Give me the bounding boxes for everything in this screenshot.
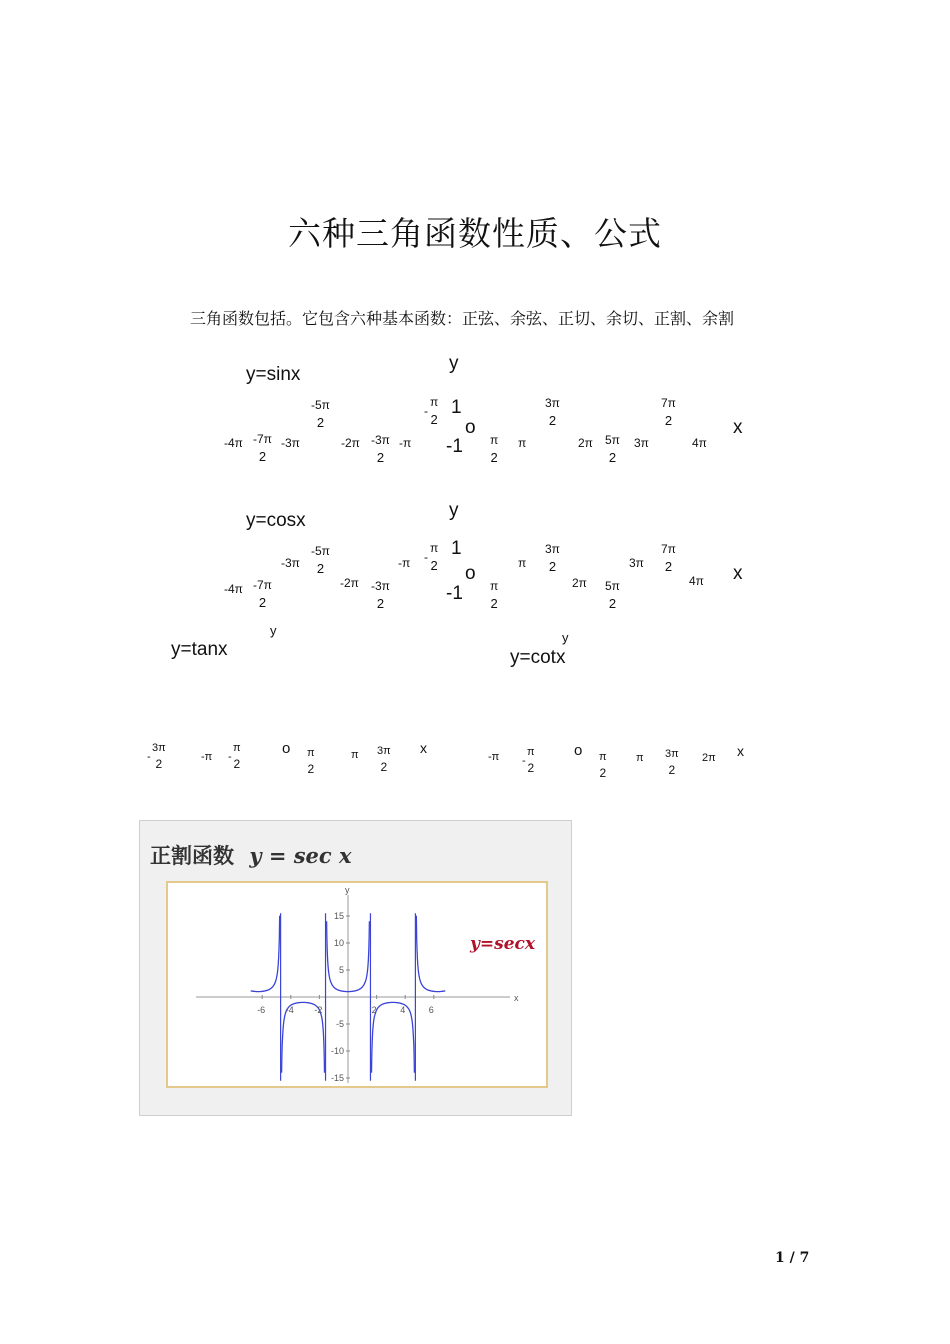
- sin-tick-pi: π: [518, 436, 527, 450]
- sec-plot-svg: [168, 883, 546, 1086]
- tan-origin-label: o: [282, 740, 291, 757]
- sin-frac-5pi-2: 5π 2: [605, 433, 620, 465]
- cos-tick-m4pi: -4π: [224, 582, 243, 596]
- sin-neg-one-label: -1: [446, 436, 463, 457]
- sin-frac-neg-sign: -: [424, 404, 428, 418]
- sin-frac-pi-2: π 2: [490, 433, 499, 465]
- cos-tick-3pi: 3π: [629, 556, 644, 570]
- cos-origin-label: o: [465, 563, 476, 584]
- sin-tick-2pi: 2π: [578, 436, 593, 450]
- sin-tick-m3pi: -3π: [281, 436, 300, 450]
- sec-x-tick-label: -4: [285, 1005, 294, 1015]
- sec-curve-label: y=secx: [470, 934, 535, 954]
- sin-x-axis-label: x: [733, 417, 743, 438]
- tan-tick-mpi: -π: [201, 751, 213, 763]
- sec-x-label: x: [514, 993, 519, 1003]
- cot-x-axis-label: x: [737, 743, 744, 759]
- cot-function-label: y=cotx: [510, 647, 566, 668]
- sin-frac-m5pi-2: -5π 2: [311, 398, 330, 430]
- page-number: 1 / 7: [775, 1250, 810, 1266]
- cos-frac-m7pi-2: -7π 2: [253, 578, 272, 610]
- sin-frac-m7pi-2: -7π 2: [253, 432, 272, 464]
- sec-y-tick-label: 5: [338, 965, 344, 975]
- cos-one-label: 1: [451, 538, 462, 559]
- sec-title-formula: y = sec x: [249, 843, 352, 868]
- sec-x-tick-label: 4: [400, 1005, 406, 1015]
- intro-paragraph: 三角函数包括。它包含六种基本函数：正弦、余弦、正切、余切、正割、余割: [190, 309, 735, 328]
- cot-tick-mpi: -π: [488, 751, 500, 763]
- tan-frac-3pi-2: 3π 2: [377, 745, 391, 774]
- tan-frac-neg-sign-2: -: [228, 751, 232, 763]
- cos-frac-7pi-2: 7π 2: [661, 542, 676, 574]
- cos-frac-3pi-2: 3π 2: [545, 542, 560, 574]
- sec-axes: [196, 895, 510, 1083]
- sec-y-tick-label: 15: [333, 911, 344, 921]
- sin-frac-7pi-2: 7π 2: [661, 396, 676, 428]
- cos-frac-m5pi-2: -5π 2: [311, 544, 330, 576]
- sec-title-chinese: 正割函数: [150, 843, 234, 868]
- page-title: 六种三角函数性质、公式: [288, 214, 662, 253]
- sin-y-axis-label: y: [449, 353, 459, 374]
- sec-y-tick-label: -5: [335, 1019, 344, 1029]
- cos-tick-pi: π: [518, 556, 527, 570]
- sec-y-label: y: [345, 885, 350, 895]
- sin-frac-mpi-2: π 2: [430, 395, 439, 427]
- cot-tick-2pi: 2π: [702, 752, 716, 764]
- cos-tick-mpi: -π: [398, 556, 411, 570]
- cos-tick-4pi: 4π: [689, 574, 704, 588]
- sec-curve-branch: [372, 1002, 415, 1072]
- sin-frac-3pi-2: 3π 2: [545, 396, 560, 428]
- sin-tick-4pi: 4π: [692, 436, 707, 450]
- sin-tick-m4pi: -4π: [224, 436, 243, 450]
- cos-frac-m3pi-2: -3π 2: [371, 579, 390, 611]
- cos-x-axis-label: x: [733, 563, 743, 584]
- sec-curve-branch: [416, 916, 445, 992]
- cot-y-axis-label: y: [562, 630, 569, 645]
- tan-frac-neg-sign-1: -: [147, 751, 151, 763]
- cos-neg-one-label: -1: [446, 583, 463, 604]
- sin-tick-m2pi: -2π: [341, 436, 360, 450]
- tan-frac-m3pi-2: 3π 2: [152, 742, 166, 771]
- sec-x-tick-label: -2: [314, 1005, 323, 1015]
- sec-x-tick-label: -6: [257, 1005, 266, 1015]
- sin-origin-label: o: [465, 417, 476, 438]
- tan-y-axis-label: y: [270, 623, 277, 638]
- cot-frac-3pi-2: 3π 2: [665, 748, 679, 777]
- sec-y-tick-label: -10: [330, 1046, 344, 1056]
- sin-frac-m3pi-2: -3π 2: [371, 433, 390, 465]
- cos-frac-neg-sign: -: [424, 550, 428, 564]
- sec-figure-title: [150, 840, 352, 870]
- cos-function-label: y=cosx: [246, 510, 306, 531]
- cos-y-axis-label: y: [449, 500, 459, 521]
- tan-function-label: y=tanx: [171, 639, 228, 660]
- cos-frac-mpi-2: π 2: [430, 541, 439, 573]
- sin-tick-3pi: 3π: [634, 436, 649, 450]
- cot-frac-mpi-2: π 2: [527, 746, 535, 775]
- sec-curve-branch: [251, 916, 280, 992]
- cos-tick-m2pi: -2π: [340, 576, 359, 590]
- sec-x-tick-label: 6: [428, 1005, 434, 1015]
- sec-y-tick-label: 10: [333, 938, 344, 948]
- cot-frac-pi-2: π 2: [599, 751, 607, 780]
- sin-tick-mpi: -π: [399, 436, 412, 450]
- tan-frac-pi-2: π 2: [307, 747, 315, 776]
- cos-frac-pi-2: π 2: [490, 579, 499, 611]
- cot-frac-neg-sign: -: [522, 755, 526, 767]
- tan-x-axis-label: x: [420, 740, 427, 756]
- cot-origin-label: o: [574, 742, 583, 759]
- sin-function-label: y=sinx: [246, 364, 301, 385]
- sec-y-tick-label: -15: [330, 1073, 344, 1083]
- sec-plot-frame: [166, 881, 548, 1088]
- cos-frac-5pi-2: 5π 2: [605, 579, 620, 611]
- sec-x-tick-label: 2: [371, 1005, 377, 1015]
- sin-one-label: 1: [451, 397, 462, 418]
- tan-tick-pi: π: [351, 749, 359, 761]
- cos-tick-m3pi: -3π: [281, 556, 300, 570]
- cos-tick-2pi: 2π: [572, 576, 587, 590]
- tan-frac-mpi-2: π 2: [233, 742, 241, 771]
- sec-axis-labels: [257, 885, 536, 1083]
- cot-tick-pi: π: [636, 752, 644, 764]
